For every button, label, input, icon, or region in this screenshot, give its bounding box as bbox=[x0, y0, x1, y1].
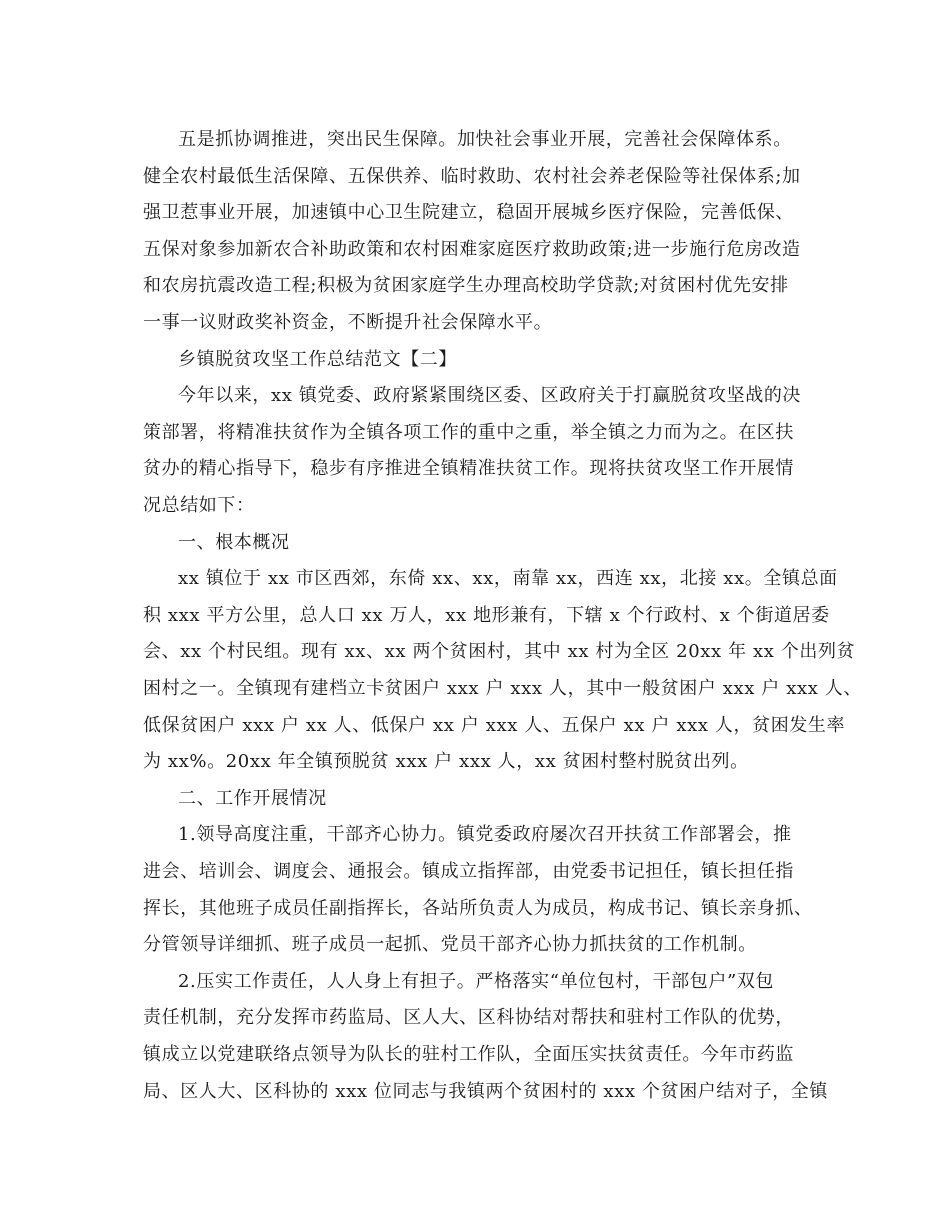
paragraph-line: 贫办的精心指导下，稳步有序推进全镇精准扶贫工作。现将扶贫攻坚工作开展情 bbox=[143, 458, 794, 479]
paragraph-line: xx 镇位于 xx 市区西郊，东倚 xx、xx，南靠 xx，西连 xx，北接 xx。全镇总面 bbox=[178, 568, 838, 589]
paragraph-line: 低保贫困户 xxx 户 xx 人、低保户 xx 户 xxx 人、五保户 xx 户 xxx 人，贫困发生率 bbox=[143, 715, 846, 736]
paragraph-line: 困村之一。全镇现有建档立卡贫困户 xxx 户 xxx 人，其中一般贫困户 xxx 户 xxx 人、 bbox=[143, 678, 862, 699]
paragraph-line: 五是抓协调推进，突出民生保障。加快社会事业开展，完善社会保障体系。 bbox=[178, 129, 792, 150]
paragraph-line: 分管领导详细抓、班子成员一起抓、党员干部齐心协力抓扶贫的工作机制。 bbox=[143, 934, 757, 955]
paragraph-line: 五保对象参加新农合补助政策和农村困难家庭医疗救助政策;进一步施行危房改造 bbox=[143, 239, 801, 260]
paragraph-line: 和农房抗震改造工程;积极为贫困家庭学生办理高校助学贷款;对贫困村优先安排 bbox=[143, 275, 789, 296]
section-heading: 二、工作开展情况 bbox=[178, 788, 327, 809]
paragraph-line: 健全农村最低生活保障、五保供养、临时救助、农村社会养老保险等社保体系;加 bbox=[143, 166, 801, 187]
paragraph-line: 强卫惹事业开展，加速镇中心卫生院建立，稳固开展城乡医疗保险，完善低保、 bbox=[143, 202, 794, 223]
paragraph-line: 策部署，将精准扶贫作为全镇各项工作的重中之重，举全镇之力而为之。在区扶 bbox=[143, 422, 794, 443]
paragraph-line: 况总结如下： bbox=[143, 495, 255, 516]
paragraph-line: 局、区人大、区科协的 xxx 位同志与我镇两个贫困村的 xxx 个贫困户结对子，全镇 bbox=[143, 1081, 828, 1102]
section-heading: 一、根本概况 bbox=[178, 532, 290, 553]
section-title: 乡镇脱贫攻坚工作总结范文【二】 bbox=[178, 349, 457, 370]
paragraph-line: 1.领导高度注重，干部齐心协力。镇党委政府屡次召开扶贫工作部署会，推 bbox=[178, 824, 792, 845]
paragraph-line: 今年以来，xx 镇党委、政府紧紧围绕区委、区政府关于打赢脱贫攻坚战的决 bbox=[178, 385, 802, 406]
paragraph-line: 为 xx%。20xx 年全镇预脱贫 xxx 户 xxx 人，xx 贫困村整村脱贫出列。 bbox=[143, 751, 749, 772]
paragraph-line: 积 xxx 平方公里，总人口 xx 万人，xx 地形兼有，下辖 x 个行政村、x 个街道居委 bbox=[143, 605, 830, 626]
paragraph-line: 挥长，其他班子成员任副指挥长，各站所负责人为成员，构成书记、镇长亲身抓、 bbox=[143, 898, 813, 919]
paragraph-line: 一事一议财政奖补资金，不断提升社会保障水平。 bbox=[143, 312, 553, 333]
paragraph-line: 2.压实工作责任，人人身上有担子。严格落实“单位包村，干部包户”双包 bbox=[178, 971, 774, 992]
paragraph-line: 会、xx 个村民组。现有 xx、xx 两个贫困村，其中 xx 村为全区 20xx 年 xx 个出列贫 bbox=[143, 641, 856, 662]
paragraph-line: 责任机制，充分发挥市药监局、区人大、区科协结对帮扶和驻村工作队的优势， bbox=[143, 1007, 794, 1028]
paragraph-line: 镇成立以党建联络点领导为队长的驻村工作队，全面压实扶贫责任。今年市药监 bbox=[143, 1044, 794, 1065]
paragraph-line: 进会、培训会、调度会、通报会。镇成立指挥部，由党委书记担任，镇长担任指 bbox=[143, 861, 794, 882]
